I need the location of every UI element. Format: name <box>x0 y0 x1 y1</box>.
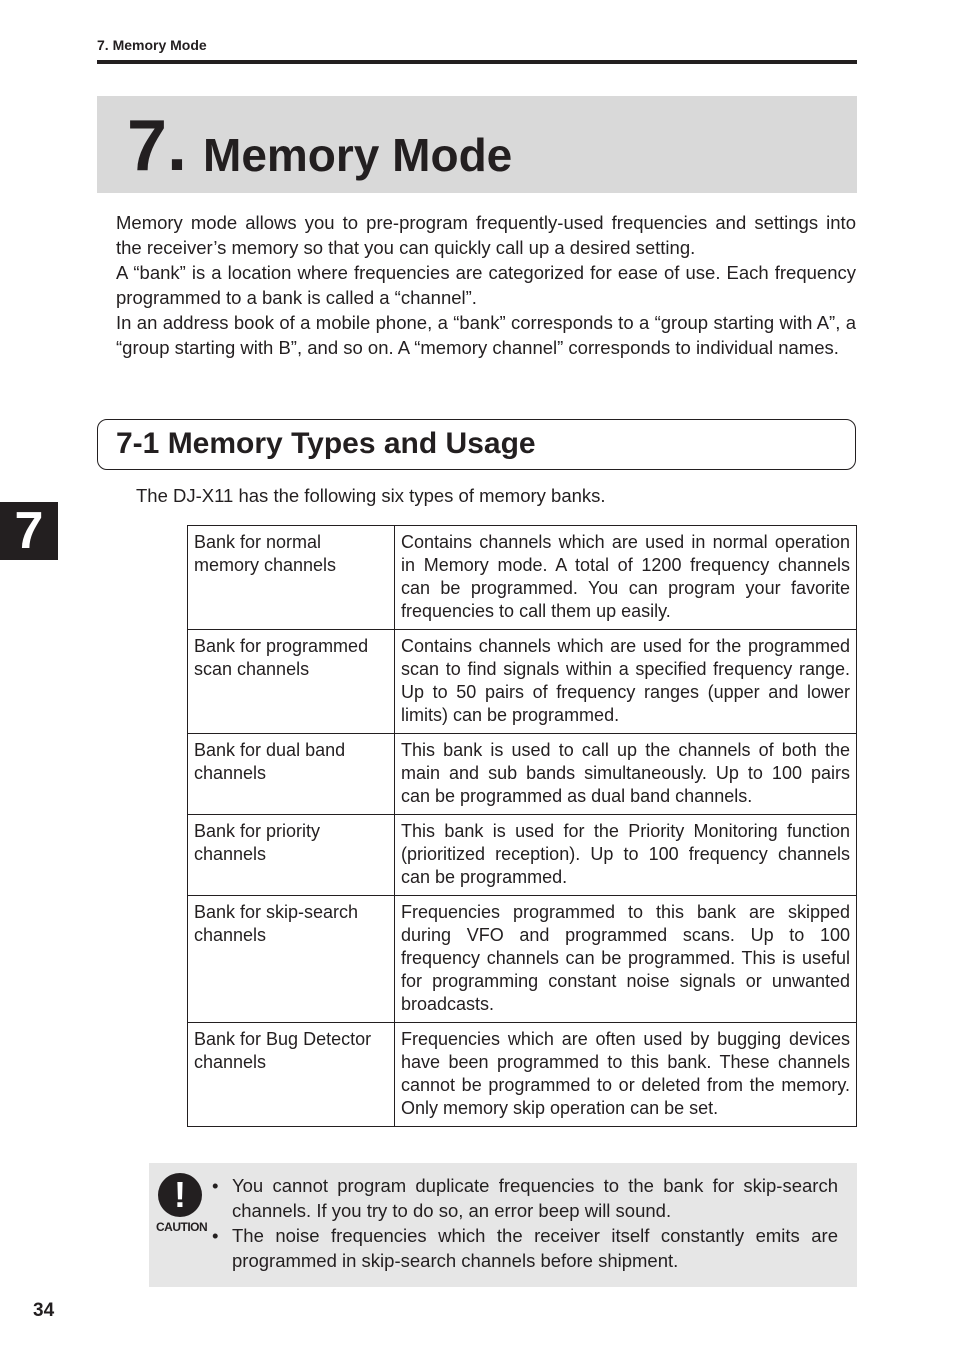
bank-name: Bank for Bug Detector channels <box>188 1023 395 1127</box>
table-row <box>188 734 857 815</box>
section-lead: The DJ-X11 has the following six types of memory banks. <box>136 485 606 506</box>
chapter-heading <box>97 96 857 193</box>
bank-description: This bank is used for the Priority Monitoring function (prioritized reception). Up to 100 frequency channels can be programmed. <box>395 815 857 896</box>
caution-box <box>149 1163 857 1287</box>
bank-description: Contains channels which are used in normal operation in Memory mode. A total of 1200 frequency channels can be programmed. You can program your favorite frequencies to call them up easily. <box>395 526 857 630</box>
table-row <box>188 1023 857 1127</box>
section-title: 7-1 Memory Types and Usage <box>116 427 536 460</box>
caution-item: • The noise frequencies which the receiver itself constantly emits are programmed in skip-search channels before shipment. <box>212 1223 838 1273</box>
section-heading-box <box>97 419 856 470</box>
bank-name: Bank for skip-search channels <box>188 896 395 1023</box>
bank-name: Bank for programmed scan channels <box>188 630 395 734</box>
chapter-title: Memory Mode <box>203 129 513 181</box>
table-row <box>188 815 857 896</box>
bank-description: Frequencies programmed to this bank are skipped during VFO and programmed scans. Up to 100 frequency channels can be programmed. This is useful for programming constant noise signals or unwanted broadcasts. <box>395 896 857 1023</box>
bank-description: Frequencies which are often used by bugging devices have been programmed to this bank. These channels cannot be programmed to or deleted from the memory. Only memory skip operation can be set. <box>395 1023 857 1127</box>
bank-name: Bank for priority channels <box>188 815 395 896</box>
caution-icon <box>156 1173 208 1239</box>
intro-text <box>116 210 856 360</box>
page-number: 34 <box>33 1300 55 1321</box>
bank-description: Contains channels which are used for the programmed scan to find signals within a specified frequency range. Up to 50 pairs of frequency ranges (upper and lower limits) can be programmed. <box>395 630 857 734</box>
table-row <box>188 896 857 1023</box>
running-head: 7. Memory Mode <box>97 37 207 53</box>
table-row <box>188 526 857 630</box>
header-rule <box>97 60 857 64</box>
intro-paragraph: Memory mode allows you to pre-program frequently-used frequencies and settings into the receiver’s memory so that you can quickly call up a desired setting. <box>116 212 856 258</box>
intro-paragraph: A “bank” is a location where frequencies are categorized for ease of use. Each frequency programmed to a bank is called a “channel”. <box>116 262 856 308</box>
caution-list <box>212 1173 838 1273</box>
caution-item: • You cannot program duplicate frequencies to the bank for skip-search channels. If you try to do so, an error beep will sound. <box>212 1173 838 1223</box>
bank-name: Bank for dual band channels <box>188 734 395 815</box>
bank-name: Bank for normal memory channels <box>188 526 395 630</box>
table-row <box>188 630 857 734</box>
exclamation-icon: ! <box>158 1173 202 1217</box>
intro-paragraph: In an address book of a mobile phone, a “bank” corresponds to a “group starting with A”, a “group starting with B”, and so on. A “memory channel” corresponds to individual names. <box>116 312 856 358</box>
caution-label: CAUTION <box>156 1220 208 1234</box>
memory-bank-table <box>187 525 857 1127</box>
bank-description: This bank is used to call up the channels of both the main and sub bands simultaneously. Up to 100 pairs can be programmed as dual band channels. <box>395 734 857 815</box>
chapter-number: 7. <box>127 106 188 186</box>
chapter-tab: 7 <box>0 502 58 560</box>
